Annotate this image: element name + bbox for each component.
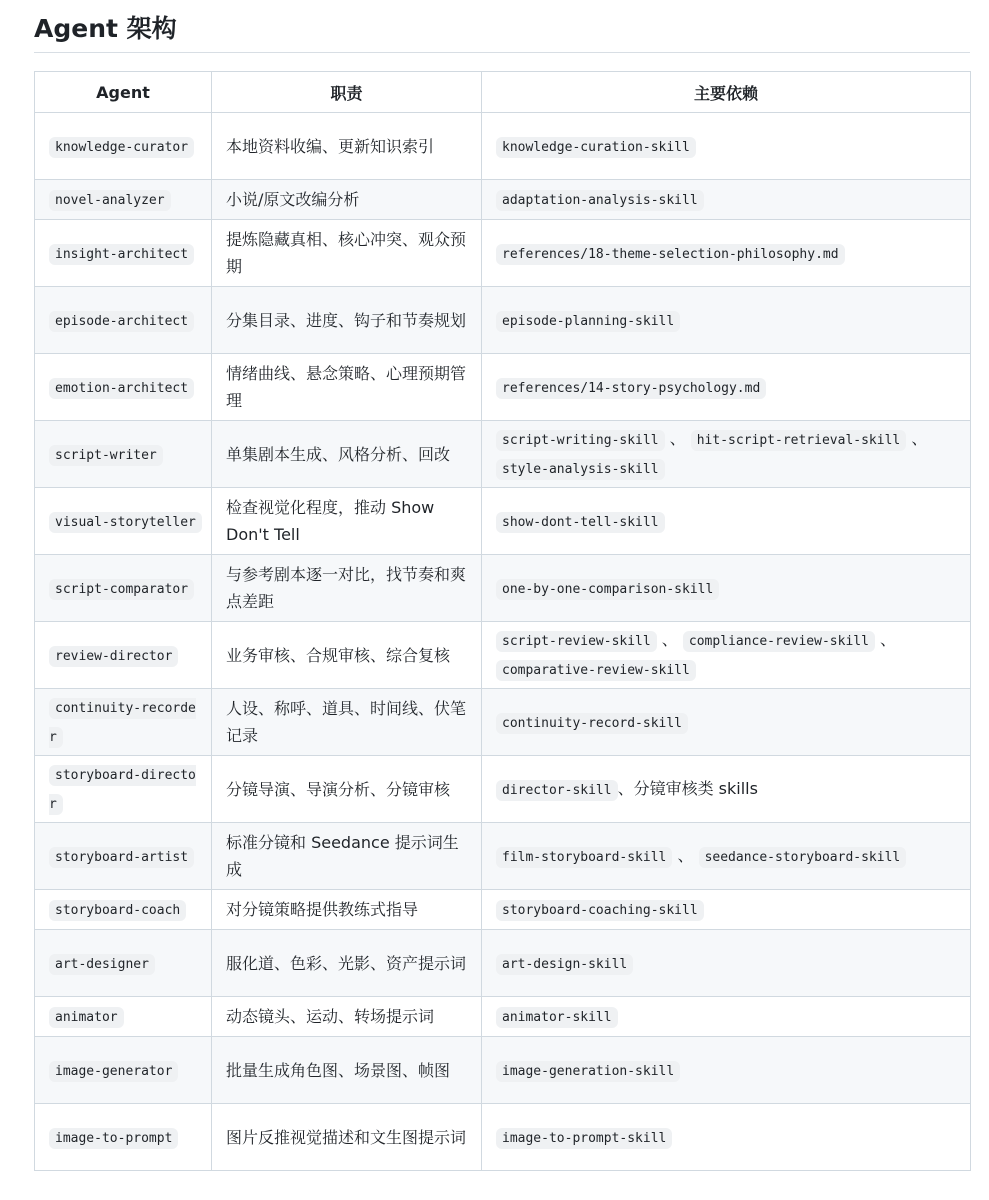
table-row [35,180,971,220]
agent-name-code: script-writer [49,445,163,466]
cell-deps [482,756,971,823]
cell-deps [482,997,971,1037]
cell-duty: 服化道、色彩、光影、资产提示词 [212,930,482,997]
cell-agent [35,555,212,622]
table-header-row [35,72,971,113]
agent-name-code: insight-architect [49,244,194,265]
cell-deps [482,689,971,756]
dependency-code: show-dont-tell-skill [496,512,665,533]
table-row [35,354,971,421]
cell-agent [35,622,212,689]
dependency-code: storyboard-coaching-skill [496,900,704,921]
table-row [35,113,971,180]
cell-deps [482,930,971,997]
dependency-code: film-storyboard-skill [496,847,672,868]
cell-duty: 与参考剧本逐一对比，找节奏和爽点差距 [212,555,482,622]
table-row [35,1037,971,1104]
table-row [35,689,971,756]
cell-deps [482,180,971,220]
agent-name-code: image-to-prompt [49,1128,178,1149]
cell-agent [35,421,212,488]
dependency-code: compliance-review-skill [683,631,875,652]
table-row [35,756,971,823]
cell-deps [482,555,971,622]
table-row [35,287,971,354]
dependency-code: continuity-record-skill [496,713,688,734]
cell-duty: 人设、称呼、道具、时间线、伏笔记录 [212,689,482,756]
table-row [35,997,971,1037]
cell-agent [35,113,212,180]
cell-agent [35,1104,212,1171]
dependency-code: script-writing-skill [496,430,665,451]
dependency-code: script-review-skill [496,631,657,652]
cell-duty: 本地资料收编、更新知识索引 [212,113,482,180]
agent-name-code: episode-architect [49,311,194,332]
dependency-code: seedance-storyboard-skill [699,847,907,868]
dependency-separator: 、 [672,845,699,865]
dependency-code: adaptation-analysis-skill [496,190,704,211]
cell-deps [482,488,971,555]
column-header-duty: 职责 [212,72,482,113]
agent-name-code: animator [49,1007,124,1028]
table-row [35,890,971,930]
dependency-separator: 、 [874,630,897,649]
dependency-code: episode-planning-skill [496,311,680,332]
agent-name-code: art-designer [49,954,155,975]
cell-agent [35,488,212,555]
table-row [35,823,971,890]
cell-deps [482,823,971,890]
cell-agent [35,287,212,354]
cell-duty: 情绪曲线、悬念策略、心理预期管理 [212,354,482,421]
table-body [35,113,971,1171]
cell-duty: 分集目录、进度、钩子和节奏规划 [212,287,482,354]
cell-deps [482,1104,971,1171]
cell-duty: 检查视觉化程度，推动 Show Don't Tell [212,488,482,555]
cell-duty: 业务审核、合规审核、综合复核 [212,622,482,689]
column-header-deps: 主要依赖 [482,72,971,113]
cell-duty: 提炼隐藏真相、核心冲突、观众预期 [212,220,482,287]
agent-name-code: storyboard-director [49,765,196,815]
agent-name-code: image-generator [49,1061,178,1082]
agent-name-code: emotion-architect [49,378,194,399]
table-row [35,622,971,689]
table-row [35,220,971,287]
cell-duty: 分镜导演、导演分析、分镜审核 [212,756,482,823]
dependency-code: references/14-story-psychology.md [496,378,766,399]
cell-agent [35,1037,212,1104]
cell-deps [482,113,971,180]
dependency-code: references/18-theme-selection-philosophy.md [496,244,845,265]
table-row [35,930,971,997]
cell-duty: 标准分镜和 Seedance 提示词生成 [212,823,482,890]
dependency-code: hit-script-retrieval-skill [691,430,907,451]
cell-deps [482,220,971,287]
cell-agent [35,997,212,1037]
cell-deps [482,1037,971,1104]
agent-name-code: review-director [49,646,178,667]
dependency-code: comparative-review-skill [496,660,696,681]
cell-agent [35,756,212,823]
cell-duty: 批量生成角色图、场景图、帧图 [212,1037,482,1104]
cell-agent [35,890,212,930]
cell-agent [35,220,212,287]
dependency-code: art-design-skill [496,954,633,975]
cell-duty: 单集剧本生成、风格分析、回改 [212,421,482,488]
agent-name-code: storyboard-coach [49,900,186,921]
dependency-code: animator-skill [496,1007,618,1028]
cell-duty: 对分镜策略提供教练式指导 [212,890,482,930]
agent-name-code: knowledge-curator [49,137,194,158]
agent-name-code: continuity-recorder [49,698,196,748]
agent-table [34,71,971,1171]
cell-deps [482,354,971,421]
dependency-code: image-to-prompt-skill [496,1128,672,1149]
dependency-suffix: 、分镜审核类 skills [617,778,758,798]
table-row [35,488,971,555]
cell-deps [482,890,971,930]
agent-name-code: storyboard-artist [49,847,194,868]
agent-name-code: script-comparator [49,579,194,600]
cell-deps [482,421,971,488]
table-row [35,421,971,488]
cell-duty: 小说/原文改编分析 [212,180,482,220]
cell-deps [482,622,971,689]
cell-duty: 图片反推视觉描述和文生图提示词 [212,1104,482,1171]
dependency-separator: 、 [664,429,691,448]
dependency-separator: 、 [656,630,683,649]
dependency-code: knowledge-curation-skill [496,137,696,158]
dependency-code: style-analysis-skill [496,459,665,480]
dependency-code: one-by-one-comparison-skill [496,579,719,600]
dependency-code: director-skill [496,780,618,801]
dependency-separator: 、 [906,429,928,448]
agent-name-code: novel-analyzer [49,190,171,211]
cell-agent [35,823,212,890]
table-row [35,1104,971,1171]
dependency-code: image-generation-skill [496,1061,680,1082]
cell-deps [482,287,971,354]
cell-duty: 动态镜头、运动、转场提示词 [212,997,482,1037]
cell-agent [35,354,212,421]
column-header-agent: Agent [35,72,212,113]
cell-agent [35,180,212,220]
table-row [35,555,971,622]
cell-agent [35,930,212,997]
cell-agent [35,689,212,756]
agent-name-code: visual-storyteller [49,512,202,533]
page-title: Agent 架构 [34,0,970,53]
